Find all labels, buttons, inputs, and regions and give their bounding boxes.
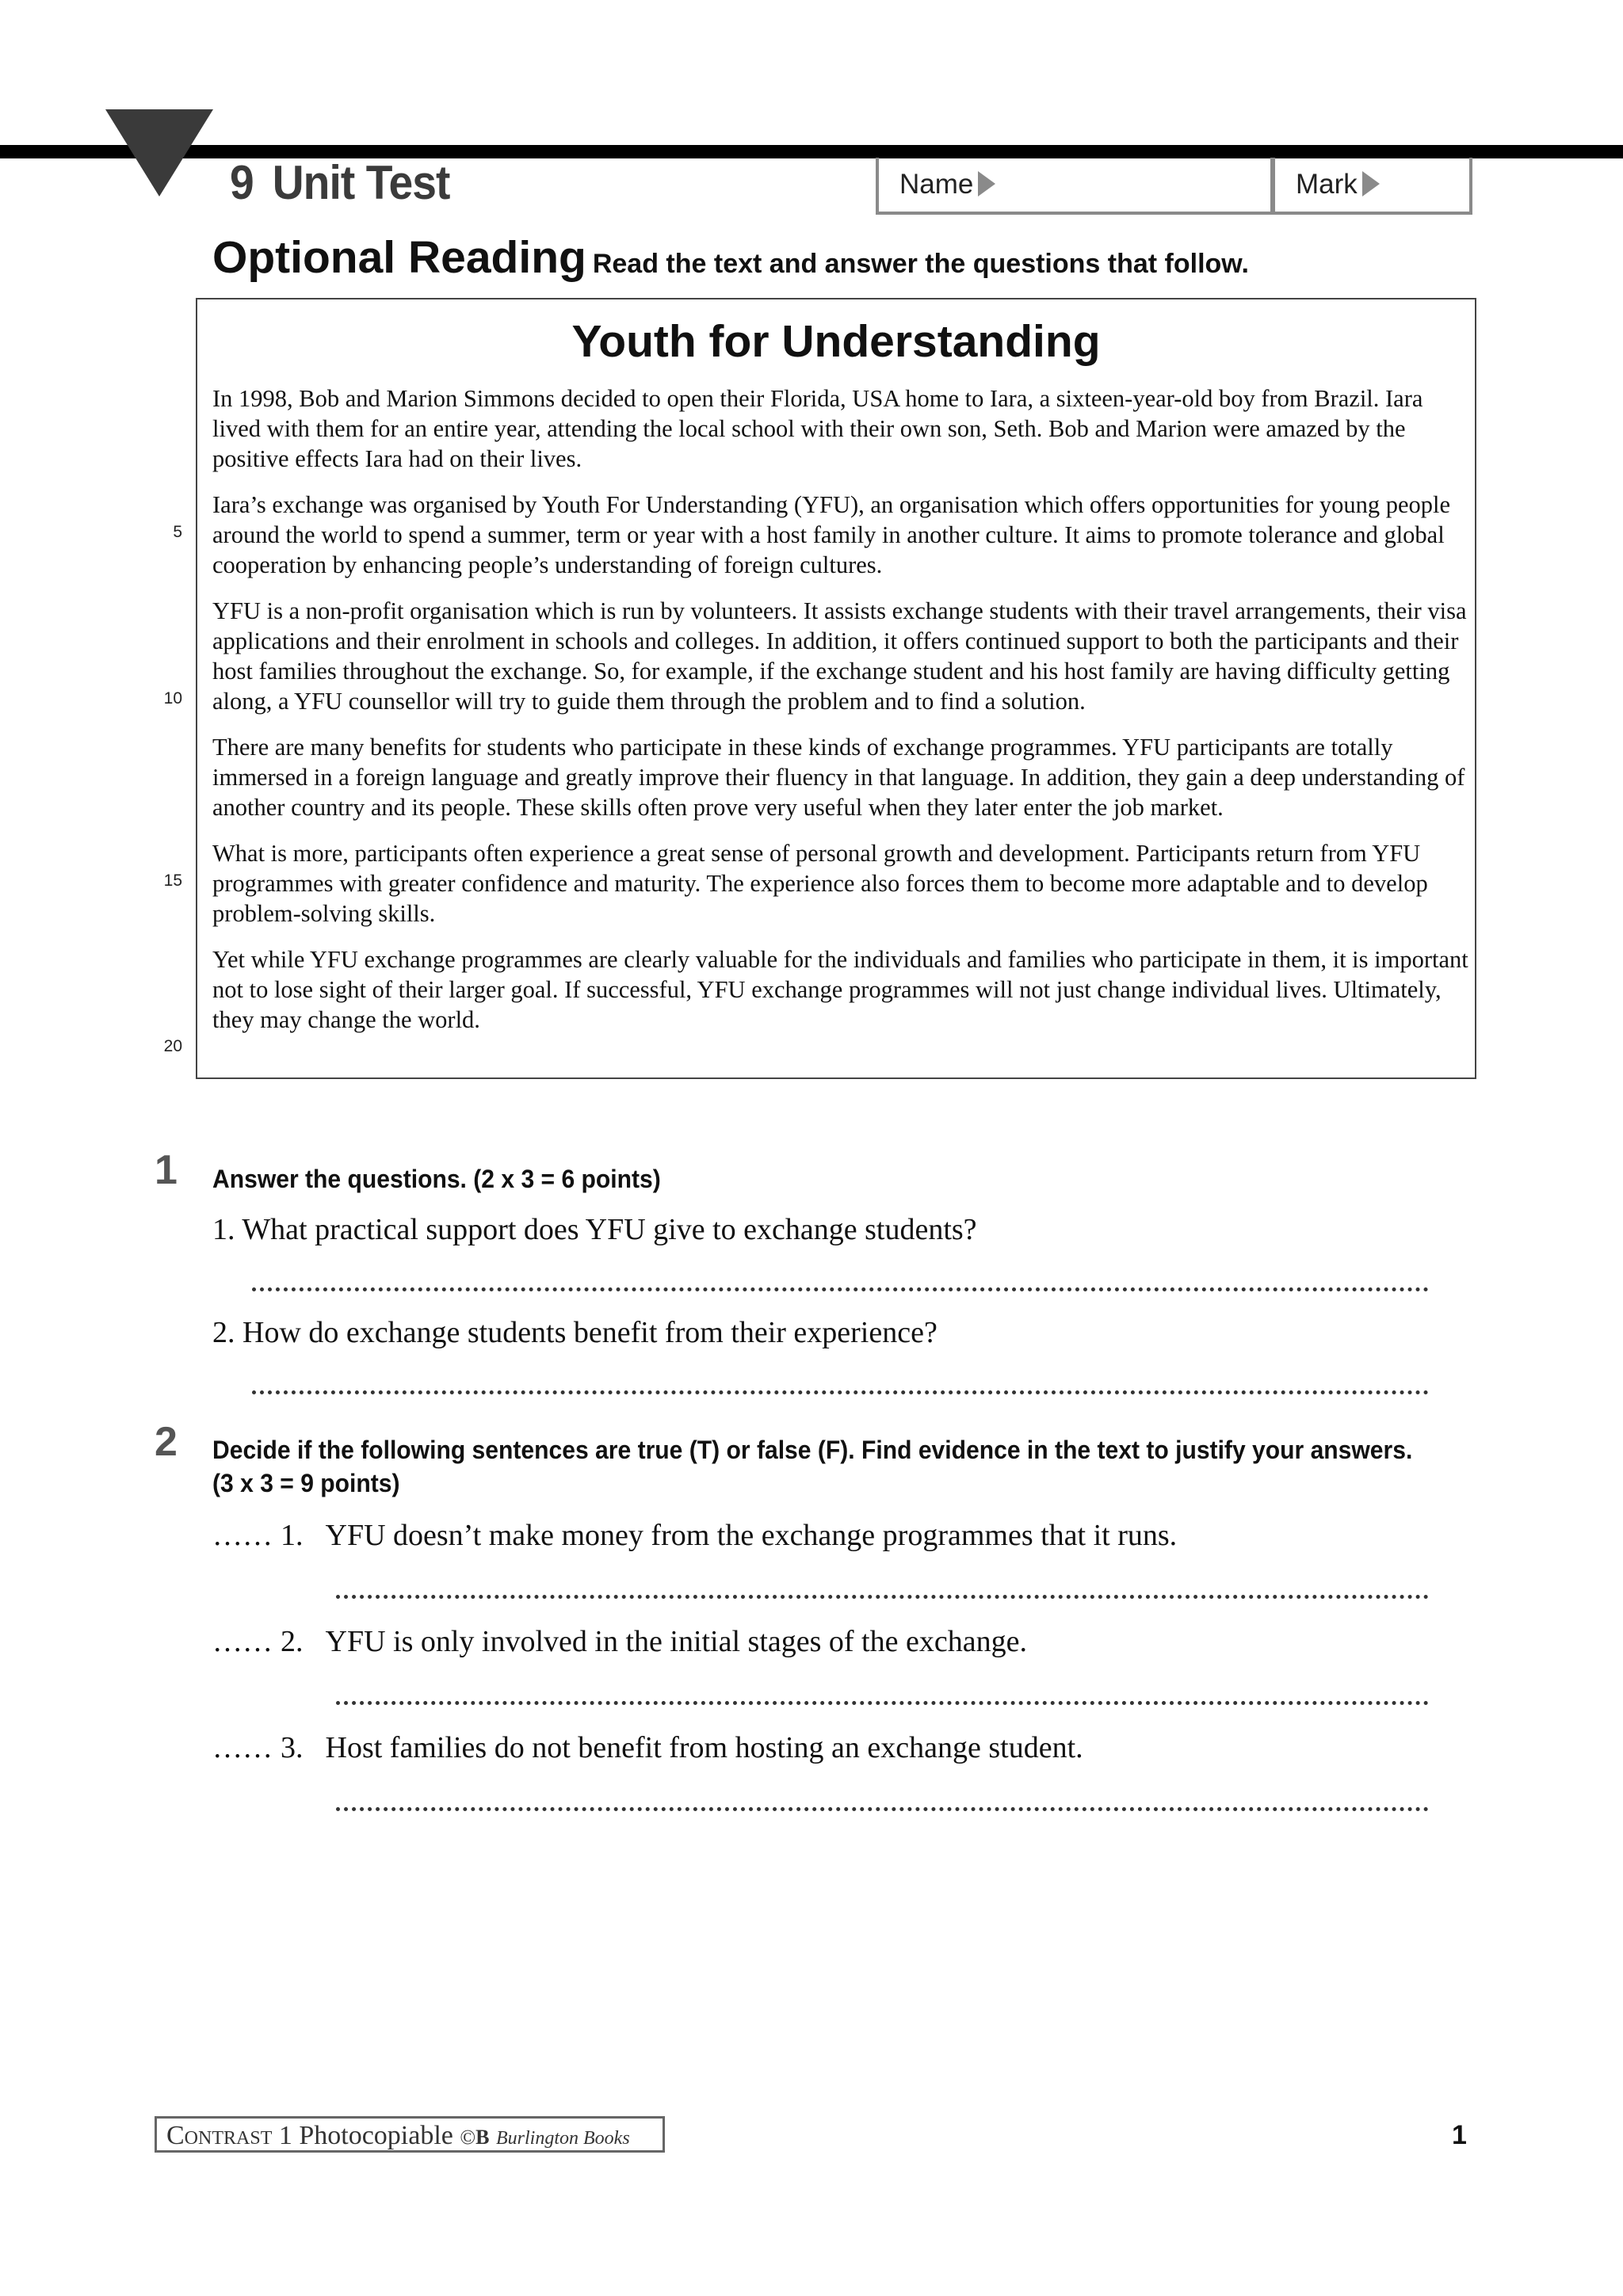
answer-line[interactable] bbox=[336, 1807, 1429, 1811]
paragraph: Yet while YFU exchange programmes are clearly valuable for the individuals and families who participate in them, it is important not to lose sight of their larger goal. If successful, YFU exchange programmes will not just change individual lives. Ultimately, they may change the world. bbox=[212, 946, 1468, 1033]
paragraph: In 1998, Bob and Marion Simmons decided to open their Florida, USA home to Iara, a sixteen-year-old boy from Brazil. Iara lived with them for an entire year, attending the local school with their own son, Seth. Bob and Marion were amazed by the positive effects Iara had on their lives. bbox=[212, 385, 1423, 472]
footer-photocopiable: Photocopiable bbox=[299, 2121, 453, 2150]
publisher-logo-icon: B bbox=[475, 2126, 490, 2149]
answer-line[interactable] bbox=[336, 1595, 1429, 1599]
tf-blank[interactable]: …… bbox=[212, 1731, 273, 1764]
arrow-right-icon bbox=[1362, 171, 1380, 196]
exercise-instruction: Decide if the following sentences are true (T) or false (F). Find evidence in the text to justify your answers. bbox=[212, 1436, 1413, 1464]
paragraph: Iara’s exchange was organised by Youth For Understanding (YFU), an organisation which offers opportunities for young people around the world to spend a summer, term or year with a host family in another culture. It aims to promote tolerance and global cooperation by enhancing people’s understanding of foreign cultures. bbox=[212, 491, 1450, 578]
tf-number: 2. bbox=[281, 1625, 304, 1658]
unit-number: 9 bbox=[230, 156, 254, 209]
copyright-icon: © bbox=[460, 2126, 476, 2149]
paragraph: There are many benefits for students who participate in these kinds of exchange programmes. YFU participants are totally immersed in a foreign language and greatly improve their fluency in that language. In addition, they gain a deep understanding of another country and its people. These skills often prove very useful when they later enter the job market. bbox=[212, 734, 1465, 821]
mark-label: Mark bbox=[1296, 169, 1380, 200]
name-label: Name bbox=[899, 169, 995, 200]
section-title-text: Optional Reading bbox=[212, 232, 586, 283]
question: 2. How do exchange students benefit from their experience? bbox=[212, 1316, 938, 1349]
tf-number: 3. bbox=[281, 1731, 304, 1764]
tf-statement: YFU doesn’t make money from the exchange programmes that it runs. bbox=[325, 1519, 1178, 1552]
line-number: 15 bbox=[163, 871, 182, 890]
footer-brand: Contrast 1 bbox=[166, 2121, 292, 2150]
paragraph: YFU is a non-profit organisation which is run by volunteers. It assists exchange students with their travel arrangements, their visa applications and their enrolment in schools and colleges. In addition, it offers continued support to both the participants and their host families throughout the exchange. So, for example, if the exchange student and his host family are having difficulty getting along, a YFU counsellor will try to guide them through the problem and to find a solution. bbox=[212, 597, 1467, 715]
footer-credit bbox=[155, 2116, 665, 2153]
line-number: 10 bbox=[163, 689, 182, 707]
tf-item bbox=[212, 1624, 1027, 1659]
answer-line[interactable] bbox=[252, 1287, 1429, 1291]
unit-title bbox=[230, 155, 449, 210]
exercise-instruction: Answer the questions. (2 x 3 = 6 points) bbox=[212, 1165, 661, 1193]
reading-passage bbox=[212, 383, 1469, 1051]
tf-item bbox=[212, 1730, 1083, 1765]
footer-publisher: Burlington Books bbox=[496, 2128, 630, 2149]
section-title bbox=[212, 231, 1249, 284]
line-number: 5 bbox=[173, 523, 182, 541]
name-field[interactable] bbox=[876, 158, 1274, 215]
answer-line[interactable] bbox=[336, 1701, 1429, 1705]
tf-number: 1. bbox=[281, 1519, 304, 1552]
section-instruction: Read the text and answer the questions that follow. bbox=[592, 249, 1249, 279]
tf-statement: Host families do not benefit from hosting an exchange student. bbox=[325, 1731, 1083, 1764]
tf-blank[interactable]: …… bbox=[212, 1519, 273, 1552]
tf-item bbox=[212, 1518, 1177, 1553]
exercise-points: (3 x 3 = 9 points) bbox=[212, 1469, 400, 1497]
question: 1. What practical support does YFU give to exchange students? bbox=[212, 1213, 977, 1246]
arrow-right-icon bbox=[978, 171, 995, 196]
exercise-number: 2 bbox=[155, 1419, 178, 1465]
paragraph: What is more, participants often experience a great sense of personal growth and development. Participants return from YFU programmes with greater confidence and maturity. The experience also forces them to become more adaptable and to develop problem-solving skills. bbox=[212, 840, 1428, 927]
reading-title: Youth for Understanding bbox=[571, 316, 1101, 367]
line-number: 20 bbox=[163, 1037, 182, 1055]
unit-title-text: Unit Test bbox=[272, 156, 450, 209]
tf-blank[interactable]: …… bbox=[212, 1625, 273, 1658]
exercise-number: 1 bbox=[155, 1147, 178, 1193]
tf-statement: YFU is only involved in the initial stages of the exchange. bbox=[325, 1625, 1027, 1658]
triangle-marker-icon bbox=[105, 109, 213, 196]
mark-field[interactable] bbox=[1272, 158, 1472, 215]
page-number: 1 bbox=[1452, 2120, 1467, 2150]
answer-line[interactable] bbox=[252, 1390, 1429, 1394]
